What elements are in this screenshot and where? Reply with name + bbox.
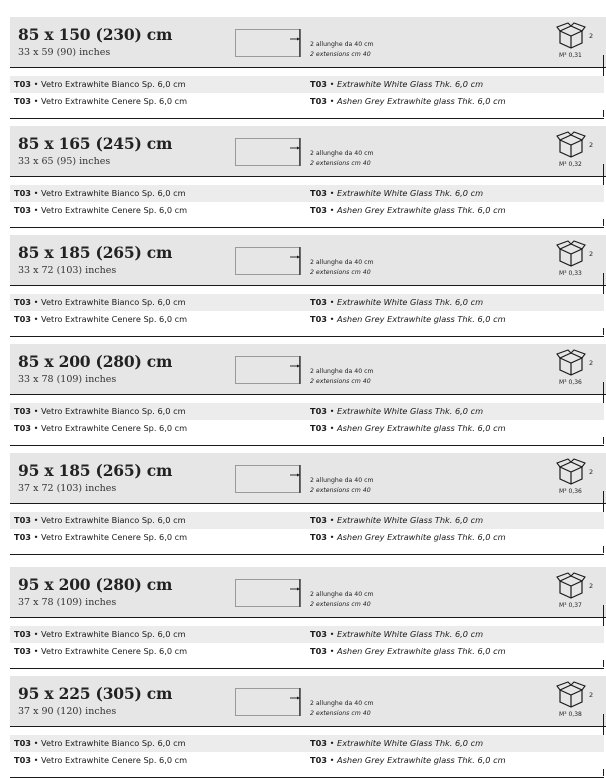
finish-code: T03	[310, 79, 327, 89]
box-count: 2	[589, 32, 594, 40]
finish-row	[10, 529, 604, 546]
divider	[10, 554, 604, 555]
finish-code: T03	[310, 314, 327, 324]
finish-row	[10, 403, 604, 420]
finish-code: T03	[310, 646, 327, 656]
box-volume: M³ 0,36	[559, 379, 582, 386]
extension-note-en: 2 extensions cm 40	[310, 486, 371, 494]
finish-row	[10, 294, 604, 311]
box-volume: M³ 0,37	[559, 602, 582, 609]
finish-code: T03	[14, 532, 31, 542]
extension-note-it: 2 allunghe da 40 cm	[310, 700, 374, 707]
product-section	[10, 676, 606, 778]
finish-row	[10, 643, 604, 660]
box-icon	[556, 681, 586, 709]
size-inches: 37 x 90 (120) inches	[18, 706, 117, 717]
finish-row	[10, 512, 604, 529]
size-title: 95 x 225 (305) cm	[18, 684, 173, 703]
box-count: 2	[589, 250, 594, 258]
divider	[10, 668, 604, 669]
finish-it: • Vetro Extrawhite Bianco Sp. 6,0 cm	[30, 515, 186, 525]
finish-en: • Ashen Grey Extrawhite glass Thk. 6,0 cm	[326, 314, 506, 324]
finish-code: T03	[310, 188, 327, 198]
finish-en: • Ashen Grey Extrawhite glass Thk. 6,0 cm	[326, 423, 506, 433]
finish-code: T03	[14, 79, 31, 89]
finish-it: • Vetro Extrawhite Bianco Sp. 6,0 cm	[30, 79, 186, 89]
divider	[10, 227, 604, 228]
product-section	[10, 17, 606, 119]
extension-icon	[235, 688, 301, 716]
box-icon	[556, 572, 586, 600]
box-volume: M³ 0,36	[559, 488, 582, 495]
divider	[10, 394, 606, 395]
section-header	[10, 676, 606, 726]
box-count: 2	[589, 582, 594, 590]
finish-en: • Ashen Grey Extrawhite glass Thk. 6,0 cm	[326, 646, 506, 656]
finish-code: T03	[310, 515, 327, 525]
finish-en: • Extrawhite White Glass Thk. 6,0 cm	[326, 188, 484, 198]
extension-icon	[235, 138, 301, 166]
finish-code: T03	[14, 738, 31, 748]
extension-icon	[235, 356, 301, 384]
extension-note-it: 2 allunghe da 40 cm	[310, 259, 374, 266]
box-count: 2	[589, 691, 594, 699]
finish-code: T03	[14, 646, 31, 656]
extension-note-en: 2 extensions cm 40	[310, 600, 371, 608]
finish-code: T03	[310, 96, 327, 106]
product-section	[10, 344, 606, 446]
divider	[10, 617, 606, 618]
finish-code: T03	[14, 205, 31, 215]
finish-code: T03	[14, 96, 31, 106]
box-icon	[556, 458, 586, 486]
product-section	[10, 126, 606, 228]
section-header	[10, 235, 606, 285]
box-volume: M³ 0,33	[559, 270, 582, 277]
box-icon	[556, 131, 586, 159]
finish-row	[10, 93, 604, 110]
finish-it: • Vetro Extrawhite Cenere Sp. 6,0 cm	[30, 646, 188, 656]
box-icon	[556, 349, 586, 377]
size-title: 85 x 150 (230) cm	[18, 25, 173, 44]
divider	[10, 176, 606, 177]
finish-en: • Extrawhite White Glass Thk. 6,0 cm	[326, 515, 484, 525]
extension-note-en: 2 extensions cm 40	[310, 268, 371, 276]
finish-code: T03	[14, 406, 31, 416]
finish-code: T03	[14, 755, 31, 765]
finish-en: • Ashen Grey Extrawhite glass Thk. 6,0 cm	[326, 532, 506, 542]
extension-note-it: 2 allunghe da 40 cm	[310, 477, 374, 484]
finish-it: • Vetro Extrawhite Bianco Sp. 6,0 cm	[30, 629, 186, 639]
divider	[10, 503, 606, 504]
product-section	[10, 567, 606, 669]
finish-en: • Ashen Grey Extrawhite glass Thk. 6,0 cm	[326, 755, 506, 765]
finish-it: • Vetro Extrawhite Bianco Sp. 6,0 cm	[30, 738, 186, 748]
finish-row	[10, 626, 604, 643]
finish-en: • Extrawhite White Glass Thk. 6,0 cm	[326, 297, 484, 307]
finish-en: • Ashen Grey Extrawhite glass Thk. 6,0 cm	[326, 96, 506, 106]
box-count: 2	[589, 359, 594, 367]
size-title: 95 x 200 (280) cm	[18, 575, 173, 594]
section-header	[10, 453, 606, 503]
extension-note	[310, 258, 374, 277]
finish-it: • Vetro Extrawhite Bianco Sp. 6,0 cm	[30, 188, 186, 198]
divider	[10, 67, 606, 68]
finish-code: T03	[14, 629, 31, 639]
size-inches: 33 x 59 (90) inches	[18, 47, 111, 58]
finish-en: • Extrawhite White Glass Thk. 6,0 cm	[326, 629, 484, 639]
finish-en: • Extrawhite White Glass Thk. 6,0 cm	[326, 738, 484, 748]
finish-code: T03	[310, 738, 327, 748]
box-volume: M³ 0,31	[559, 52, 582, 59]
extension-note	[310, 699, 374, 718]
section-header	[10, 344, 606, 394]
finish-row	[10, 185, 604, 202]
finish-row	[10, 752, 604, 769]
finish-code: T03	[14, 297, 31, 307]
finish-code: T03	[310, 205, 327, 215]
extension-note-it: 2 allunghe da 40 cm	[310, 368, 374, 375]
finish-it: • Vetro Extrawhite Cenere Sp. 6,0 cm	[30, 314, 188, 324]
size-inches: 33 x 78 (109) inches	[18, 374, 117, 385]
divider	[10, 336, 604, 337]
divider	[10, 445, 604, 446]
extension-icon	[235, 579, 301, 607]
finish-it: • Vetro Extrawhite Cenere Sp. 6,0 cm	[30, 755, 188, 765]
extension-note-it: 2 allunghe da 40 cm	[310, 150, 374, 157]
finish-it: • Vetro Extrawhite Cenere Sp. 6,0 cm	[30, 96, 188, 106]
finish-code: T03	[14, 314, 31, 324]
finish-it: • Vetro Extrawhite Bianco Sp. 6,0 cm	[30, 297, 186, 307]
finish-code: T03	[310, 629, 327, 639]
size-title: 85 x 165 (245) cm	[18, 134, 173, 153]
extension-note	[310, 40, 374, 59]
finish-row	[10, 202, 604, 219]
finish-code: T03	[310, 297, 327, 307]
extension-note	[310, 367, 374, 386]
finish-it: • Vetro Extrawhite Bianco Sp. 6,0 cm	[30, 406, 186, 416]
divider	[10, 726, 606, 727]
size-inches: 33 x 65 (95) inches	[18, 156, 111, 167]
box-volume: M³ 0,32	[559, 161, 582, 168]
section-header	[10, 567, 606, 617]
size-title: 85 x 185 (265) cm	[18, 243, 173, 262]
extension-note-it: 2 allunghe da 40 cm	[310, 41, 374, 48]
finish-en: • Ashen Grey Extrawhite glass Thk. 6,0 cm	[326, 205, 506, 215]
size-inches: 37 x 72 (103) inches	[18, 483, 117, 494]
box-count: 2	[589, 141, 594, 149]
finish-row	[10, 76, 604, 93]
finish-row	[10, 311, 604, 328]
finish-it: • Vetro Extrawhite Cenere Sp. 6,0 cm	[30, 205, 188, 215]
finish-code: T03	[14, 188, 31, 198]
extension-note-en: 2 extensions cm 40	[310, 159, 371, 167]
extension-icon	[235, 29, 301, 57]
box-count: 2	[589, 468, 594, 476]
divider	[10, 285, 606, 286]
finish-code: T03	[310, 423, 327, 433]
finish-code: T03	[310, 532, 327, 542]
size-title: 85 x 200 (280) cm	[18, 352, 173, 371]
extension-note-en: 2 extensions cm 40	[310, 50, 371, 58]
finish-code: T03	[310, 755, 327, 765]
finish-row	[10, 420, 604, 437]
finish-code: T03	[14, 423, 31, 433]
finish-it: • Vetro Extrawhite Cenere Sp. 6,0 cm	[30, 532, 188, 542]
product-section	[10, 235, 606, 337]
finish-code: T03	[14, 515, 31, 525]
box-icon	[556, 240, 586, 268]
finish-en: • Extrawhite White Glass Thk. 6,0 cm	[326, 406, 484, 416]
section-header	[10, 126, 606, 176]
size-inches: 37 x 78 (109) inches	[18, 597, 117, 608]
size-title: 95 x 185 (265) cm	[18, 461, 173, 480]
finish-code: T03	[310, 406, 327, 416]
finish-it: • Vetro Extrawhite Cenere Sp. 6,0 cm	[30, 423, 188, 433]
extension-note-en: 2 extensions cm 40	[310, 377, 371, 385]
finish-row	[10, 735, 604, 752]
extension-icon	[235, 247, 301, 275]
extension-note-en: 2 extensions cm 40	[310, 709, 371, 717]
extension-icon	[235, 465, 301, 493]
box-icon	[556, 22, 586, 50]
extension-note	[310, 149, 374, 168]
extension-note-it: 2 allunghe da 40 cm	[310, 591, 374, 598]
extension-note	[310, 476, 374, 495]
product-section	[10, 453, 606, 555]
size-inches: 33 x 72 (103) inches	[18, 265, 117, 276]
finish-en: • Extrawhite White Glass Thk. 6,0 cm	[326, 79, 484, 89]
extension-note	[310, 590, 374, 609]
section-header	[10, 17, 606, 67]
box-volume: M³ 0,38	[559, 711, 582, 718]
divider	[10, 118, 604, 119]
